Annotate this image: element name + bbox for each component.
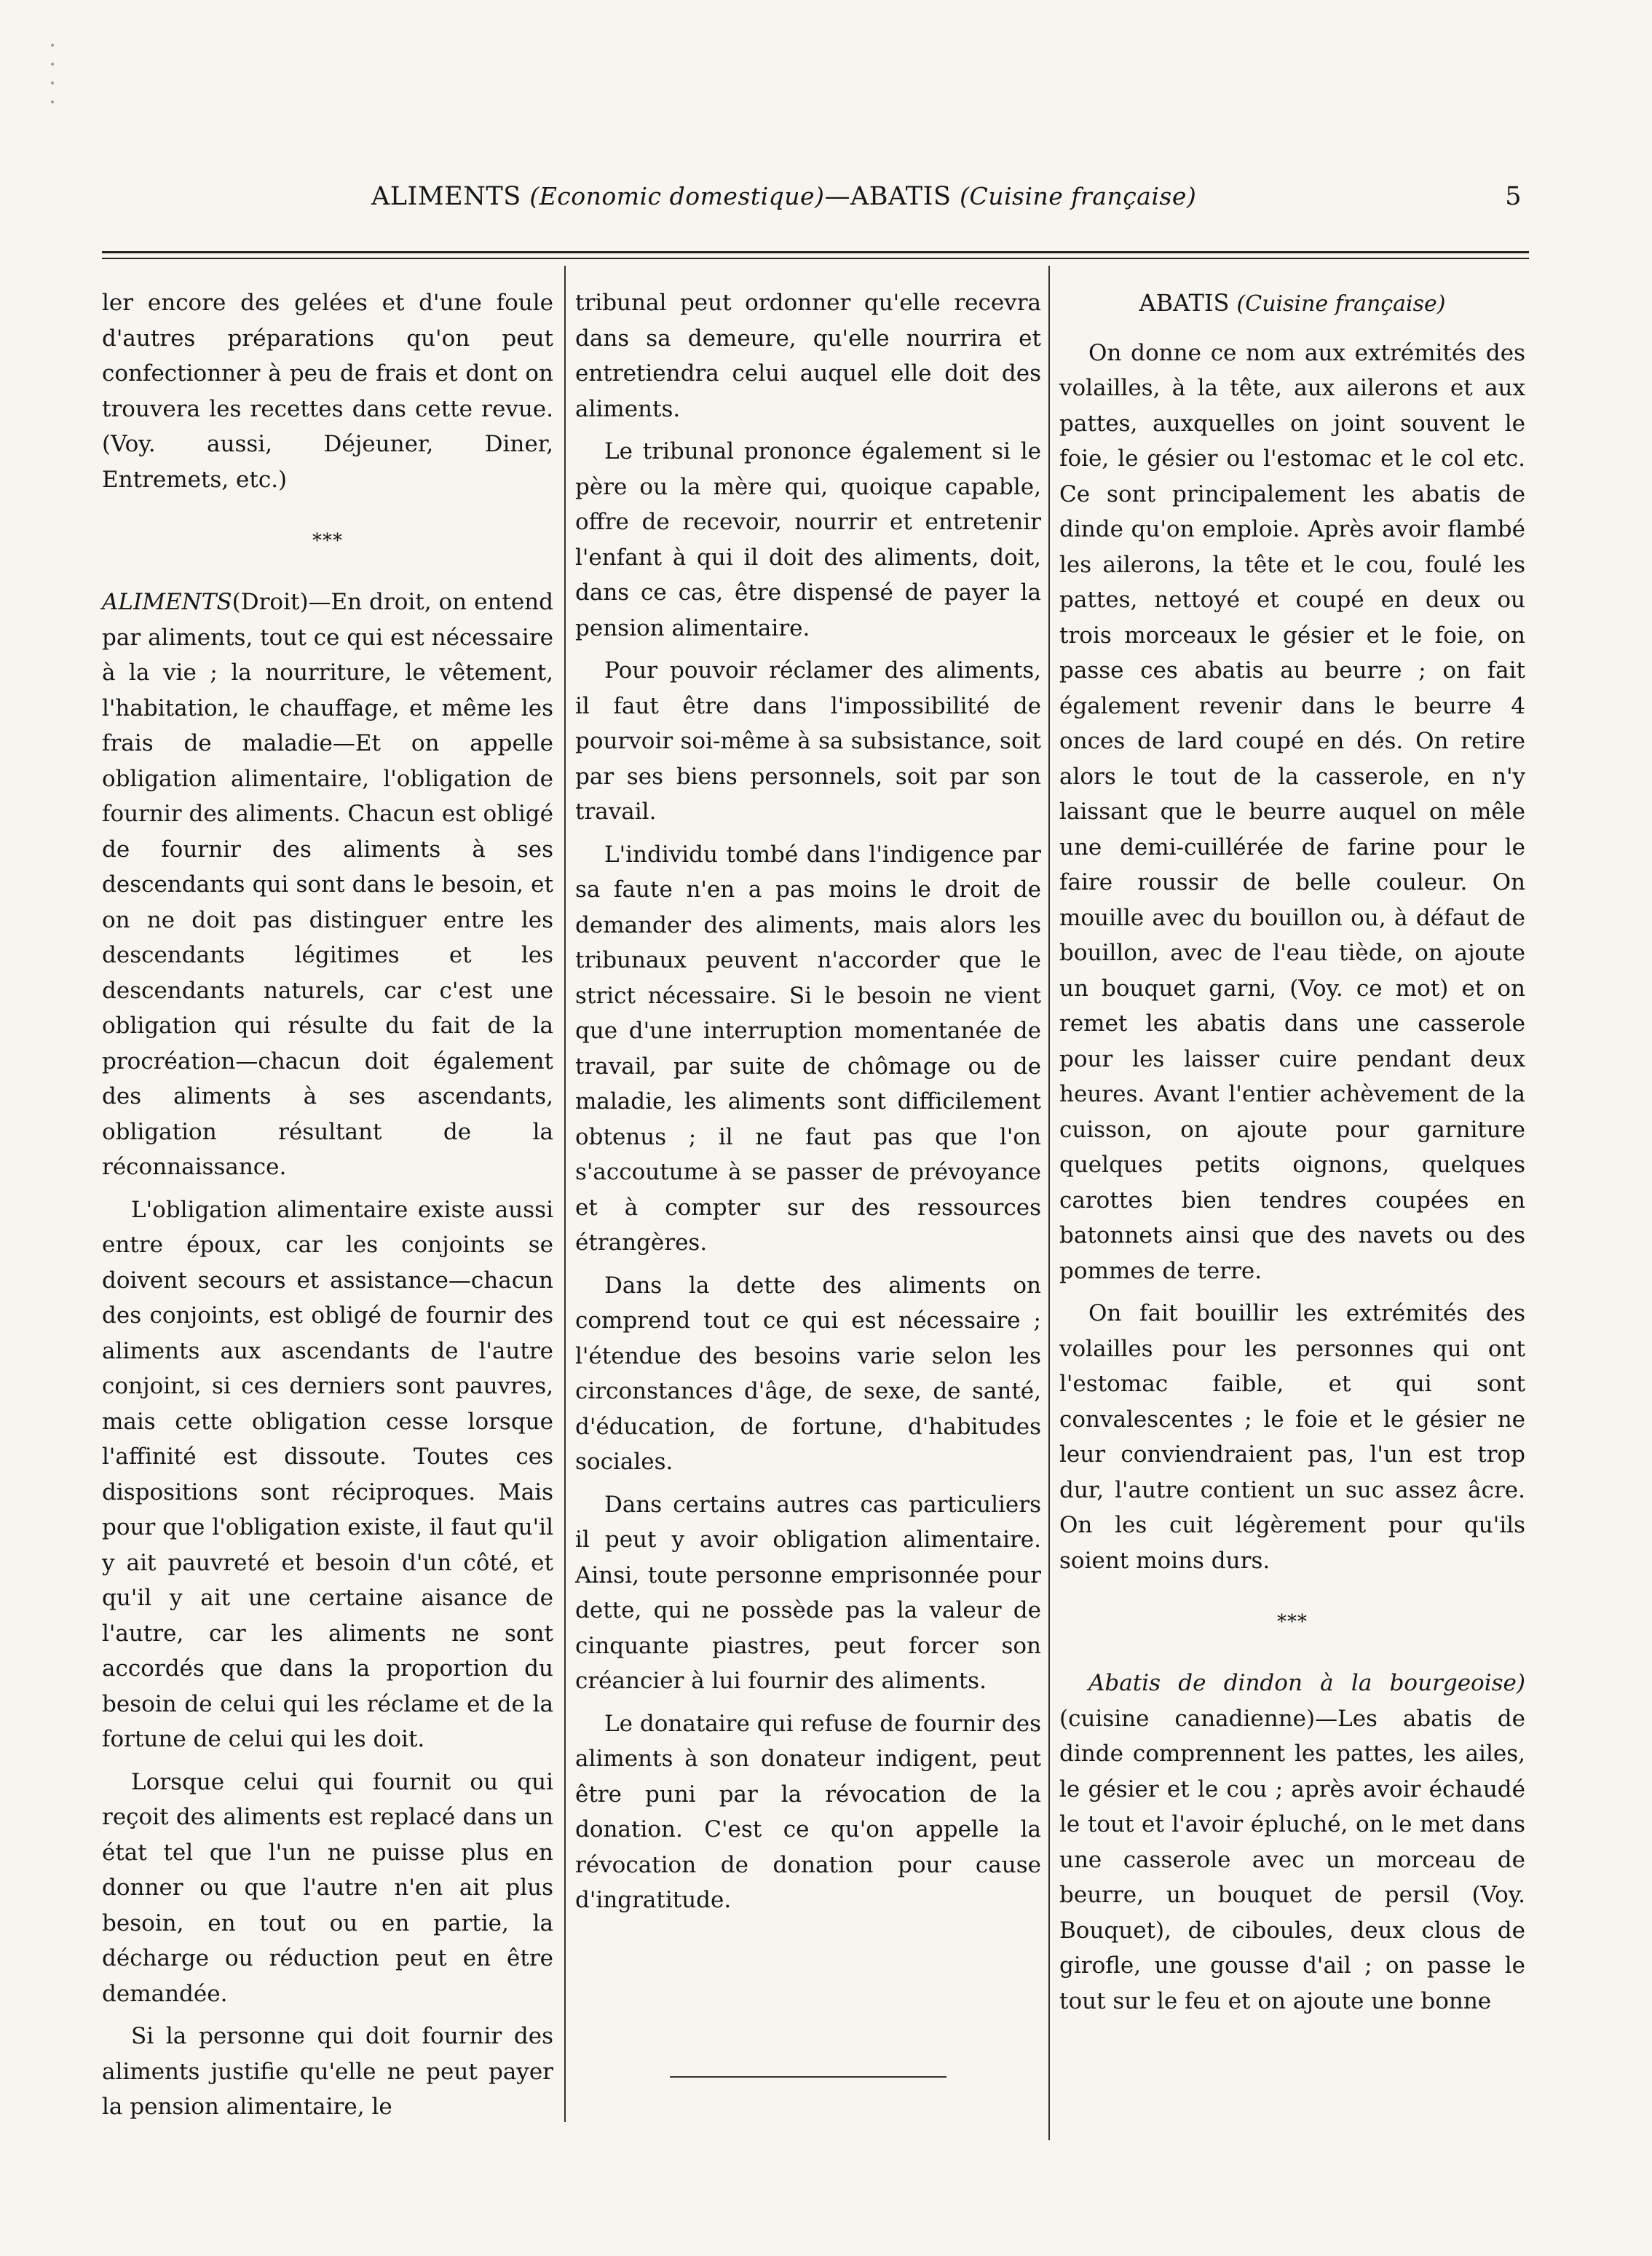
running-title [371,182,1196,211]
header-rule-thin [102,258,1529,259]
col3-paragraph-1: On donne ce nom aux extrémités des volailles, à la tête, aux ailerons et aux pattes, auxquelles on joint souvent le foie, le gésier ou l'estomac et le col etc. Ce sont principalement les abatis de dinde qu'on emploie. Après avoir flambé les ailerons, la tête et le cou, foulé les pattes, nettoyé et coupé en deux ou trois morceaux le gésier et le foie, on passe ces abatis au beurre ; on fait également revenir dans le beurre 4 onces de lard coupé en dés. On retire alors le tout de la casserole, en n'y laissant que le beurre auquel on mêle une demi-cuillérée de farine pour le faire roussir de belle couleur. On mouille avec du bouillon ou, à défaut de bouillon, avec de l'eau tiède, on ajoute un bouquet garni, (Voy. ce mot) et on remet les abatis dans une casserole pour les laisser cuire pendant deux heures. Avant l'entier achèvement de la cuisson, on ajoute pour garniture quelques petits oignons, quelques carottes bien tendres coupées en batonnets ainsi que des navets ou des pommes de terre. [1059,339,1525,1284]
running-title-main: ALIMENTS [371,182,521,211]
entry-body-abatis-dindon: (cuisine canadienne)—Les abatis de dinde comprennent les pattes, les ailes, le gésier et le cou ; après avoir échaudé le tout et l'avoir épluché, on le met dans une casserole avec un morceau de beurre, un bouquet de persil (Voy. Bouquet), de ciboules, deux clous de girofle, une gousse d'ail ; on passe le tout sur le feu et on ajoute une bonne [1059,1705,1525,2014]
col2-paragraph-7: Le donataire qui refuse de fournir des aliments à son donateur indigent, peut être puni par la révocation de la donation. C'est ce qu'on appelle la révocation de donation pour cause d'ingratitude. [575,1710,1041,1913]
col2-paragraph-4: L'individu tombé dans l'indigence par sa faute n'en a pas moins le droit de demander des aliments, mais alors les tribunaux peuvent n'accorder que le strict nécessaire. Si le besoin ne vient que d'une interruption momentanée de travail, par suite de chômage ou de maladie, les aliments sont difficilement obtenus ; il ne faut pas que l'on s'accoutume à se passer de prévoyance et à compter sur des ressources étrangères. [575,841,1041,1256]
col1-paragraph-4: Lorsque celui qui fournit ou qui reçoit des aliments est replacé dans un état tel que l'un ne puisse plus en donner ou que l'autre n'en ait plus besoin, en tout ou en partie, la décharge ou réduction peut en être demandée. [102,1768,553,2007]
col1-paragraph-3: L'obligation alimentaire existe aussi entre époux, car les conjoints se doivent secours et assistance—chacun des conjoints, est obligé de fournir des aliments aux ascendants de l'autre conjoint, si ces derniers sont pauvres, mais cette obligation cesse lorsque l'affinité est dissoute. Toutes ces dispositions sont réciproques. Mais pour que l'obligation existe, il faut qu'il y ait pauvreté et besoin d'un côté, et qu'il y ait une certaine aisance de l'autre, car les aliments ne sont accordés que dans la proportion du besoin de celui qui les réclame et de la fortune de celui qui les doit. [102,1196,553,1752]
entry-heading-aliments: ALIMENTS [102,589,232,615]
page-header [102,182,1529,226]
section-title-sub: (Cuisine française) [1236,291,1446,317]
page-number: 5 [1505,182,1522,211]
col2-paragraph-6: Dans certains autres cas particuliers il peut y avoir obligation alimentaire. Ainsi, toute personne emprisonnée pour dette, qui ne possède pas la valeur de cinquante piastres, peut forcer son créancier à lui fournir des aliments. [575,1491,1041,1694]
running-title-sub2: (Cuisine française) [960,182,1197,210]
col3-paragraph-abatis-dindon [1059,1666,1525,2019]
entry-body-aliments-droit: (Droit)—En droit, on entend par aliments, tout ce qui est nécessaire à la vie ; la nourriture, le vêtement, l'habitation, le chauffage, et même les frais de maladie—Et on appelle obligation alimentaire, l'obligation de fournir des aliments. Chacun est obligé de fournir des aliments à ses descendants qui sont dans le besoin, et on ne doit pas distinguer entre les descendants légitimes et les descendants naturels, car c'est une obligation qui résulte du fait de la procréation—chacun doit également des aliments à ses ascendants, obligation résultant de la réconnaissance. [102,589,553,1180]
col1-paragraph-1: ler encore des gelées et d'une foule d'autres préparations qu'on peut confectionner à peu de frais et dont on trouvera les recettes dans cette revue. (Voy. aussi, Déjeuner, Diner, Entremets, etc.) [102,290,553,493]
col2-paragraph-3: Pour pouvoir réclamer des aliments, il faut être dans l'impossibilité de pourvoir soi-même à sa subsistance, soit par ses biens personnels, soit par son travail. [575,657,1041,825]
column-1 [102,285,553,2132]
col2-paragraph-1: tribunal peut ordonner qu'elle recevra dans sa demeure, qu'elle nourrira et entretiendra celui auquel elle doit des aliments. [575,290,1041,422]
margin-specks [51,44,66,131]
col1-paragraph-5: Si la personne qui doit fournir des aliments justifie qu'elle ne peut payer la pension alimentaire, le [102,2023,553,2120]
section-separator-stars: *** [312,530,343,552]
col3-paragraph-2: On fait bouillir les extrémités des volailles pour les personnes qui ont l'estomac faible, et qui sont convalescentes ; le foie et le gésier ne leur conviendraient pas, l'un est trop dur, l'autre contient un suc assez âcre. On les cuit légèrement pour qu'ils soient moins durs. [1059,1300,1525,1574]
column-3 [1059,285,1525,2026]
column-2 [575,285,1041,1925]
running-title-sub1: (Economic domestique) [529,182,825,210]
col2-paragraph-5: Dans la dette des aliments on comprend tout ce qui est nécessaire ; l'étendue des besoins varie selon les circonstances d'âge, de sexe, de santé, d'éducation, de fortune, d'habitudes sociales. [575,1272,1041,1475]
col1-paragraph-aliments-droit [102,585,553,1185]
section-title-abatis [1059,285,1525,322]
entry-heading-abatis-dindon: Abatis de dindon à la bourgeoise) [1088,1670,1525,1696]
section-end-rule [670,2076,946,2078]
header-rule-thick [102,251,1529,253]
column-divider-2 [1048,266,1050,2140]
running-title-sep: —ABATIS [824,182,952,211]
section-title-main: ABATIS [1139,289,1230,317]
col2-paragraph-2: Le tribunal prononce également si le père ou la mère qui, quoique capable, offre de recevoir, nourrir et entretenir l'enfant à qui il doit des aliments, doit, dans ce cas, être dispensé de payer la pension alimentaire. [575,438,1041,641]
section-separator-stars-2: *** [1277,1611,1308,1633]
column-divider-1 [564,266,566,2122]
